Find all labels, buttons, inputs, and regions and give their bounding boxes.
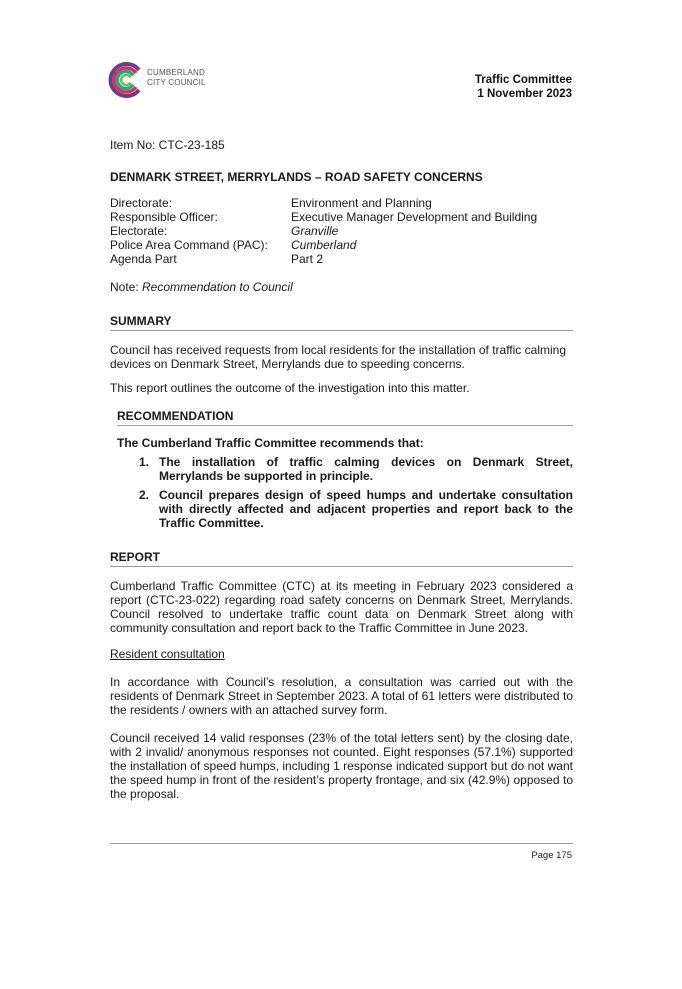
meta-value: Environment and Planning [291,196,432,210]
report-subheading: Resident consultation [110,647,225,661]
page-number: Page 175 [531,850,572,861]
summary-paragraph: This report outlines the outcome of the investigation into this matter. [110,381,470,395]
recommendation-list [117,455,573,530]
summary-paragraph: Council has received requests from local residents for the installation of traffic calming devices on Denmark Street, Merrylands due to speeding concerns. [110,343,566,371]
meta-label: Directorate: [110,196,173,210]
footer-divider [110,843,573,844]
org-line-2: CITY COUNCIL [147,78,206,87]
meta-value: Granville [291,224,339,238]
recommendation-block [117,409,573,530]
meta-value: Part 2 [291,252,324,266]
report-paragraph: In accordance with Council’s resolution, a consultation was carried out with the residents of Denmark Street in September 2023. A total of 61 letters were distributed to the residents / owners with an attached survey form. [110,675,573,717]
meta-row [110,238,573,252]
note-prefix: Note: [110,280,143,294]
list-item [139,488,573,530]
meta-label: Electorate: [110,224,168,238]
meta-row [110,210,573,224]
meta-value: Executive Manager Development and Building [291,210,538,224]
report-content [110,138,573,801]
header-meta [475,73,572,101]
list-number: 2. [139,488,150,502]
committee-name: Traffic Committee [474,74,572,86]
meeting-date: 1 November 2023 [477,88,572,100]
note [110,280,573,294]
meta-table [110,196,573,266]
list-item [139,455,573,483]
meta-row [110,252,573,266]
council-wordmark [147,68,206,88]
meta-label: Police Area Command (PAC): [110,238,268,252]
meta-label: Agenda Part [110,252,177,266]
meta-label: Responsible Officer: [110,210,218,224]
report-paragraph: Cumberland Traffic Committee (CTC) at its meeting in February 2023 considered a report (CTC-23-022) regarding road safety concerns on Denmark Street, Merrylands. Council resolved to undertake traffic count data on Denmark Street along with community consultation and report back to the Traffic Committee in June 2023. [110,579,573,635]
report-heading: REPORT [110,550,573,567]
note-text: Recommendation to Council [142,280,293,294]
item-number: Item No: CTC-23-185 [110,138,225,152]
report-title: DENMARK STREET, MERRYLANDS – ROAD SAFETY CONCERNS [110,170,483,184]
meta-row [110,196,573,210]
recommendation-intro: The Cumberland Traffic Committee recommends that: [117,436,424,450]
summary-heading: SUMMARY [110,314,573,331]
list-text: The installation of traffic calming devices on Denmark Street, Merrylands be supported in principle. [159,455,573,483]
council-logo-icon [105,60,145,100]
org-line-1: CUMBERLAND [147,68,206,77]
recommendation-heading: RECOMMENDATION [117,409,573,426]
meta-value: Cumberland [291,238,357,252]
list-number: 1. [139,455,150,469]
list-text: Council prepares design of speed humps and undertake consultation with directly affected and adjacent properties and report back to the Traffic Committee. [159,488,573,530]
report-paragraph: Council received 14 valid responses (23% of the total letters sent) by the closing date, with 2 invalid/ anonymous responses not counted. Eight responses (57.1%) supported the installation of speed humps, including 1 response indicated support but do not want the speed hump in front of the resident’s property frontage, and six (42.9%) opposed to the proposal. [110,731,573,801]
meta-row [110,224,573,238]
